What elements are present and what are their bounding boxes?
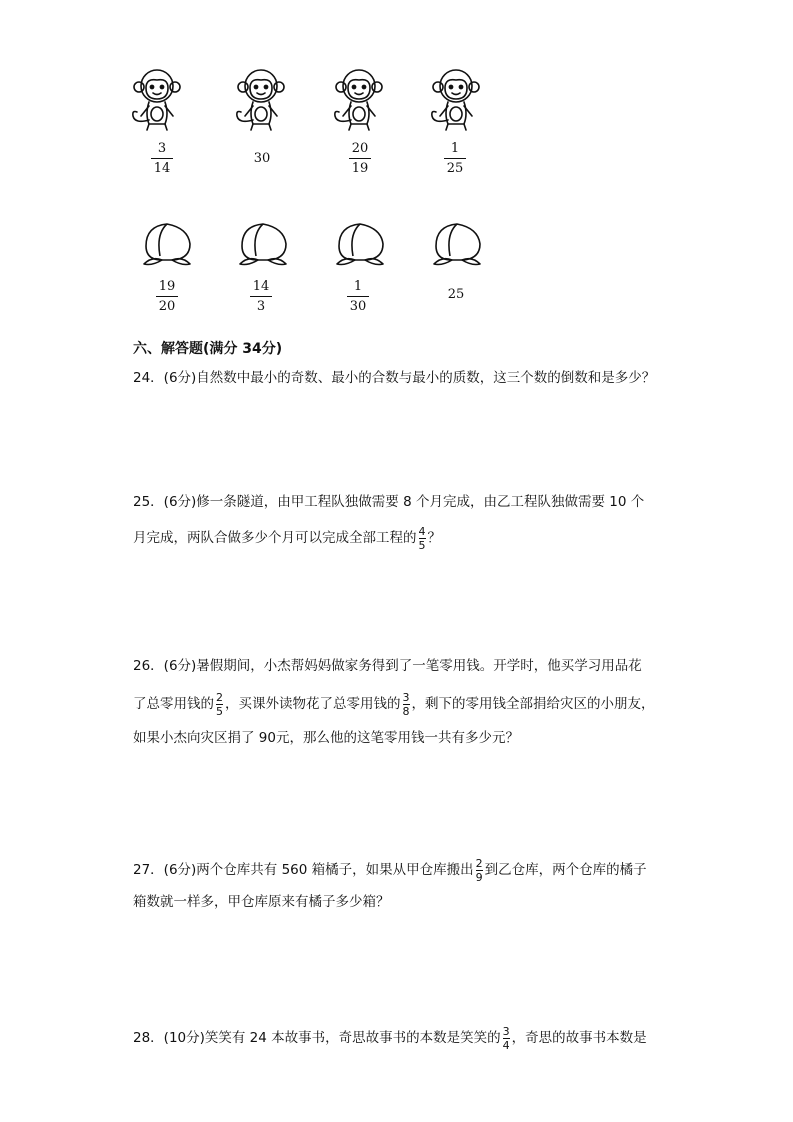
fraction-bar <box>349 158 372 159</box>
monkey-icon <box>333 66 385 132</box>
monkey-number <box>330 141 390 176</box>
question-24 <box>133 368 663 388</box>
monkey-icon <box>131 66 183 132</box>
question-text: 28．(10分)笑笑有 24 本故事书，奇思故事书的本数是笑笑的 $\frac{3}{4}$ ，奇思的故事书本数是 <box>133 1024 647 1052</box>
question-text: 箱数就一样多，甲仓库原来有橘子多少箱？ <box>133 894 390 910</box>
question-text: 了总零用钱的 $\frac{2}{5}$ ，买课外读物花了总零用钱的 $\frac{3}{8}$ ，剩下的零用钱全部捐给灾区的小朋友， <box>133 690 655 718</box>
peach-icon <box>333 220 387 270</box>
fraction: $\frac{2}{9}$ <box>475 856 483 884</box>
question-text: 27．(6分)两个仓库共有 560 箱橘子，如果从甲仓库搬出 $\frac{2}{9}$ 到乙仓库，两个仓库的橘子 <box>133 856 647 884</box>
fraction-bar <box>347 296 370 297</box>
fraction-bar <box>250 296 273 297</box>
fraction: $\frac{2}{5}$ <box>216 690 223 718</box>
question-text: 月完成，两队合做多少个月可以完成全部工程的 $\frac{4}{5}$ ？ <box>133 524 441 552</box>
question-26 <box>133 656 663 748</box>
section-title: 六、解答题(满分 34分) <box>133 341 283 357</box>
fraction: $\frac{1}{30}$ <box>347 279 370 314</box>
peach-number <box>231 279 291 314</box>
fraction: $\frac{1}{25}$ <box>444 141 467 176</box>
question-text: 24．(6分)自然数中最小的奇数、最小的合数与最小的质数，这三个数的倒数和是多少？ <box>133 370 656 386</box>
fraction-bar <box>151 158 174 159</box>
peach-number: 25 <box>447 287 465 302</box>
peach-number <box>137 279 197 314</box>
question-27 <box>133 856 663 912</box>
question-text: 25．(6分)修一条隧道，由甲工程队独做需要 8 个月完成，由乙工程队独做需要 10 个 <box>133 494 645 510</box>
peach-number <box>328 279 388 314</box>
fraction: $\frac{19}{20}$ <box>156 279 179 314</box>
peach-icon <box>430 220 484 270</box>
fraction: $\frac{4}{5}$ <box>418 524 426 552</box>
question-25 <box>133 492 663 552</box>
monkey-icon <box>430 66 482 132</box>
question-text: 如果小杰向灾区捐了 90元，那么他的这笔零用钱一共有多少元？ <box>133 730 519 746</box>
monkey-icon <box>235 66 287 132</box>
peach-icon <box>140 220 194 270</box>
question-text: 26．(6分)暑假期间，小杰帮妈妈做家务得到了一笔零用钱。开学时，他买学习用品花 <box>133 658 642 674</box>
fraction: $\frac{14}{3}$ <box>250 279 273 314</box>
fraction: $\frac{3}{4}$ <box>502 1024 510 1052</box>
question-28 <box>133 1024 663 1052</box>
fraction-bar <box>444 158 467 159</box>
peach-icon <box>236 220 290 270</box>
fraction: $\frac{3}{14}$ <box>151 141 174 176</box>
monkey-number <box>132 141 192 176</box>
monkey-number <box>425 141 485 176</box>
fraction-bar <box>156 296 179 297</box>
fraction: $\frac{3}{8}$ <box>402 690 410 718</box>
fraction: $\frac{20}{19}$ <box>349 141 372 176</box>
monkey-number: 30 <box>253 151 271 166</box>
